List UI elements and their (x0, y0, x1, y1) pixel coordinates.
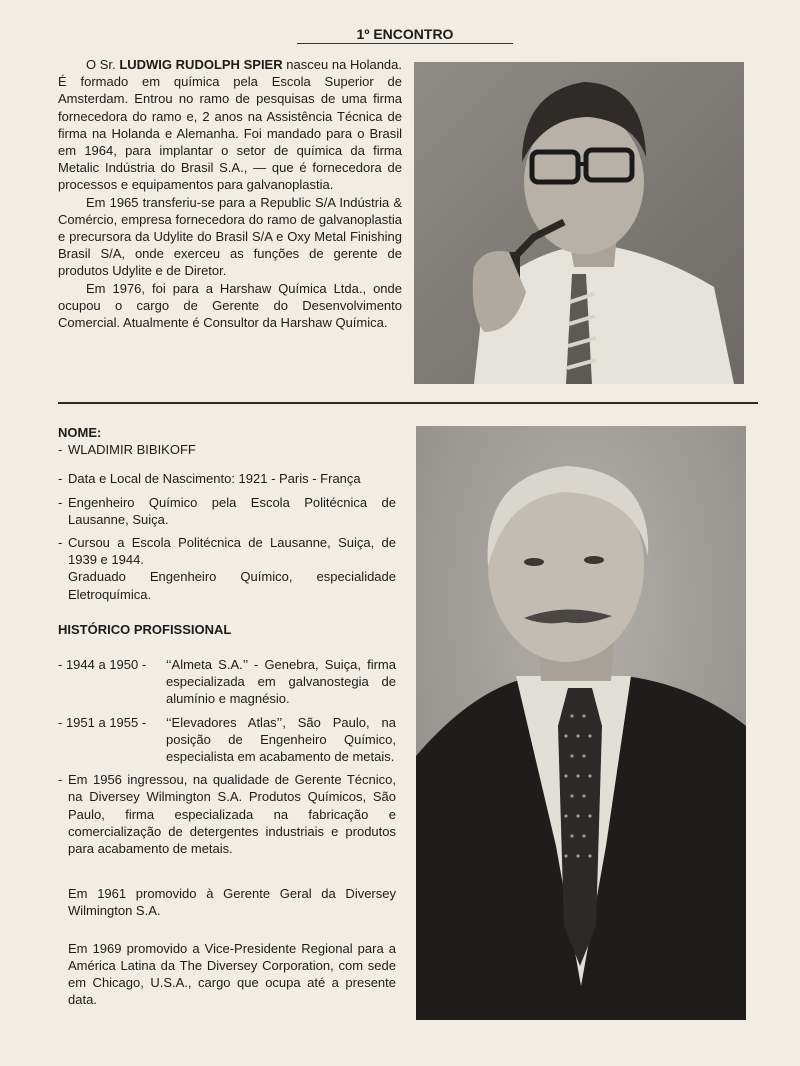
history-desc: ‘‘Elevadores Atlas’’, São Paulo, na posição de Engenheiro Químico, especialista em acabamento de metais. (166, 714, 396, 765)
career-1961: Em 1961 promovido à Gerente Geral da Diversey Wilmington S.A. (68, 886, 396, 919)
page-header-title: 1º ENCONTRO (297, 26, 513, 44)
historico-label: HISTÓRICO PROFISSIONAL (58, 621, 232, 637)
history-row (58, 714, 396, 766)
section-divider (58, 402, 758, 404)
bibikoff-bio (58, 424, 396, 1008)
degree-info: Engenheiro Químico pela Escola Politécnica de Lausanne, Suiça. (68, 494, 396, 527)
spier-name: LUDWIG RUDOLPH SPIER (119, 57, 283, 72)
bibikoff-portrait-photo (416, 426, 746, 1020)
spier-intro: O Sr. (86, 57, 120, 72)
bibikoff-name: - WLADIMIR BIBIKOFF (58, 442, 196, 458)
spier-portrait-photo (414, 62, 744, 384)
list-item: - Em 1956 ingressou, na qualidade de Gerente Técnico, na Diversey Wilmington S.A. Produtos Químicos, São Paulo, firma especializada na fabricação e comercialização de detergentes industriais e produtos para acabamento de metais. (58, 772, 396, 857)
birth-info: Data e Local de Nascimento: 1921 - Paris - França (68, 471, 361, 487)
spier-paragraph-1 (58, 56, 402, 194)
spier-bio (58, 56, 402, 331)
history-period: - 1944 a 1950 - (58, 657, 147, 673)
history-desc: ‘‘Almeta S.A.’’ - Genebra, Suiça, firma especializada em galvanostegia de alumínio e magnésio. (166, 657, 396, 707)
career-1956: Em 1956 ingressou, na qualidade de Gerente Técnico, na Diversey Wilmington S.A. Produtos Químicos, São Paulo, firma especializada na fabricação e comercialização de detergentes industriais e produtos para acabamento de metais. (68, 772, 396, 857)
history-period-text: 1944 a 1950 - (65, 657, 147, 673)
history-period-text: 1951 a 1955 - (65, 714, 147, 730)
nome-label: NOME: (58, 425, 102, 440)
spier-paragraph-1-text: nasceu na Holanda. É formado em química pela Escola Superior de Amsterdam. Entrou no ramo de pesquisas de uma firma fornecedora do ramo e, 2 anos na Assistência Técnica de firma na Holanda e Alemanha. Foi mandado para o Brasil em 1964, para implantar o setor de química da firma Metalic Indústria do Brasil S.A., — que é fornecedora de processos e equipamentos para galvanoplastia. (58, 57, 402, 193)
spier-paragraph-2: Em 1965 transferiu-se para a Republic S/A Indústria & Comércio, empresa fornecedora do ramo de galvanoplastia e precursora da Udylite do Brasil S/A e Oxy Metal Finishing Brasil S/A, onde exerceu as funções de gerente de produtos Udylite e de Diretor. (58, 194, 402, 279)
history-period: - 1951 a 1955 - (58, 714, 147, 730)
study-info: Cursou a Escola Politécnica de Lausanne, Suiça, de 1939 e 1944. (68, 535, 396, 568)
spier-paragraph-3: Em 1976, foi para a Harshaw Química Ltda., onde ocupou o cargo de Gerente do Desenvolvimento Comercial. Atualmente é Consultor da Harshaw Química. (58, 280, 402, 331)
career-1969: Em 1969 promovido a Vice-Presidente Regional para a América Latina da The Diversey Corporation, com sede em Chicago, U.S.A., cargo que ocupa até a presente data. (68, 940, 396, 1008)
graduado-info: Graduado Engenheiro Químico, especialidade Eletroquímica. (68, 569, 396, 602)
list-item: - Cursou a Escola Politécnica de Lausanne, Suiça, de 1939 e 1944. (58, 535, 396, 568)
list-item: - Data e Local de Nascimento: 1921 - Paris - França (58, 471, 361, 487)
history-row (58, 656, 396, 708)
list-item: - Engenheiro Químico pela Escola Politécnica de Lausanne, Suiça. (58, 494, 396, 527)
bibikoff-name-text: WLADIMIR BIBIKOFF (68, 442, 196, 458)
